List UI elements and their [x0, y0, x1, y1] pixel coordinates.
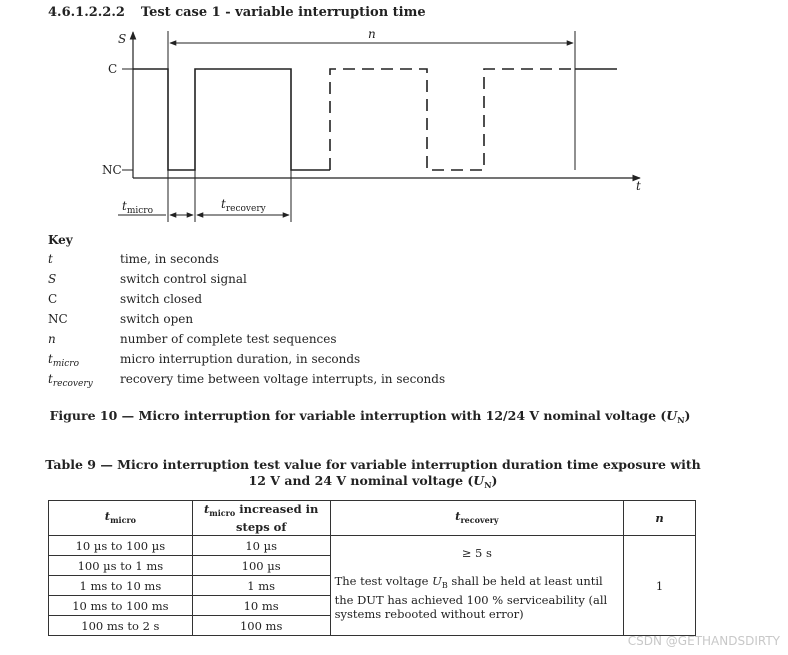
- section-number: 4.6.1.2.2.2: [48, 5, 125, 20]
- table-header-row: [49, 501, 696, 536]
- recovery-value: ≥ 5 s: [461, 546, 492, 560]
- section-title: Test case 1 - variable interruption time: [140, 5, 426, 20]
- x-axis-label: t: [636, 179, 641, 193]
- signal-first-cycle: [133, 69, 330, 170]
- n-label: n: [368, 27, 376, 41]
- n-value-cell: 1: [624, 536, 696, 636]
- key-title: Key: [48, 233, 73, 247]
- figure-caption: Figure 10 — Micro interruption for variable interruption with 12/24 V nominal voltage $(U_N)$: [49, 408, 691, 425]
- y-axis-label: S: [118, 32, 127, 46]
- header-n: n: [624, 501, 696, 536]
- recovery-note: The test voltage $U_B$ shall be held at least until the DUT has achieved 100 % serviceability (all systems rebooted without error): [334, 574, 608, 621]
- timing-diagram: [0, 0, 788, 230]
- header-trecovery: $t_{recovery}$: [330, 501, 624, 536]
- trecovery-label: $t_{recovery}$: [221, 197, 266, 214]
- level-nc-label: NC: [102, 163, 122, 177]
- recovery-cell: [330, 536, 624, 636]
- table-9: [48, 500, 696, 636]
- level-c-label: C: [108, 62, 118, 76]
- table-row: 10 µs to 100 µs 10 µs ≥ 5 s The test voltage $U_B$ shall be held at least until the DUT has achieved 100 % serviceability (all systems rebooted without error) 1: [49, 536, 696, 556]
- table-row: 100 ms to 2 s 100 ms: [49, 616, 696, 636]
- table-row: 1 ms to 10 ms 1 ms: [49, 576, 696, 596]
- table-row: 100 µs to 1 ms 100 µs: [49, 556, 696, 576]
- table-caption: Table 9 — Micro interruption test value for variable interruption duration time exposure with 12 V and 24 V nominal voltage $(U_N)$: [45, 457, 701, 490]
- tmicro-label: $t_{micro}$: [122, 199, 154, 216]
- header-tmicro-steps: $t_{micro}$ increased in steps of: [192, 501, 330, 536]
- table-row: 10 ms to 100 ms 10 ms: [49, 596, 696, 616]
- watermark: CSDN @GETHANDSDIRTY: [627, 634, 780, 648]
- signal-repeated-cycles: [330, 69, 575, 170]
- header-tmicro: $t_{micro}$: [49, 501, 193, 536]
